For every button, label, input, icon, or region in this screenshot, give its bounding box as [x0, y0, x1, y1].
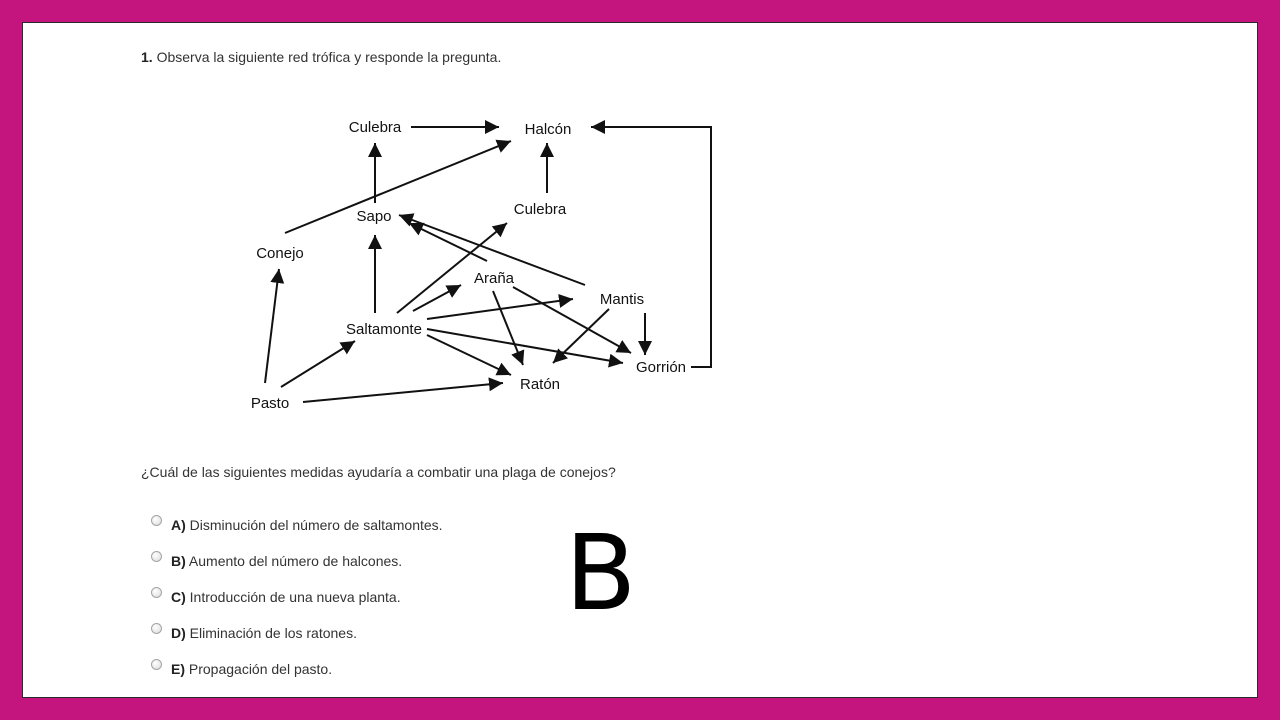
option-c-letter: C): [171, 589, 186, 605]
node-gorrion: Gorrión: [635, 359, 687, 376]
question-text: Observa la siguiente red trófica y responde la pregunta.: [156, 49, 502, 65]
node-arana: Araña: [473, 270, 515, 287]
arrow-conejo-halcon: [285, 141, 511, 233]
arrow-arana-sapo: [409, 223, 487, 261]
node-raton: Ratón: [519, 376, 561, 393]
question-prompt: ¿Cuál de las siguientes medidas ayudaría a combatir una plaga de conejos?: [141, 464, 616, 480]
answer-letter: B: [565, 512, 637, 634]
arrow-pasto-raton: [303, 383, 503, 402]
node-culebra-top: Culebra: [348, 119, 402, 136]
node-culebra-mid: Culebra: [513, 201, 567, 218]
option-c-text: Introducción de una nueva planta.: [189, 589, 401, 605]
question-number: 1.: [141, 49, 153, 65]
node-sapo: Sapo: [356, 208, 392, 225]
arrow-saltamonte-arana: [413, 285, 461, 311]
option-b-text: Aumento del número de halcones.: [188, 553, 403, 569]
node-pasto: Pasto: [250, 395, 290, 412]
option-a-radio[interactable]: [151, 515, 162, 526]
node-conejo: Conejo: [256, 245, 304, 262]
option-e-letter: E): [171, 661, 185, 677]
option-b-radio[interactable]: [151, 551, 162, 562]
node-mantis: Mantis: [599, 291, 645, 308]
option-a-letter: A): [171, 517, 186, 533]
option-e-text: Propagación del pasto.: [188, 661, 333, 677]
arrow-pasto-conejo: [265, 269, 279, 383]
option-c-radio[interactable]: [151, 587, 162, 598]
option-b-letter: B): [171, 553, 186, 569]
option-e-radio[interactable]: [151, 659, 162, 670]
option-d-text: Eliminación de los ratones.: [189, 625, 357, 641]
option-a-text: Disminución del número de saltamontes.: [189, 517, 443, 533]
option-d-letter: D): [171, 625, 186, 641]
option-d-radio[interactable]: [151, 623, 162, 634]
arrow-arana-raton: [493, 291, 523, 365]
arrow-pasto-saltamonte: [281, 341, 355, 387]
arrow-gorrion-halcon: [591, 127, 711, 367]
exercise-page: [22, 22, 1258, 698]
arrow-saltamonte-culebra: [397, 223, 507, 313]
arrow-saltamonte-gorrion: [427, 329, 623, 363]
node-saltamonte: Saltamonte: [346, 321, 422, 338]
node-halcon: Halcón: [524, 121, 572, 138]
